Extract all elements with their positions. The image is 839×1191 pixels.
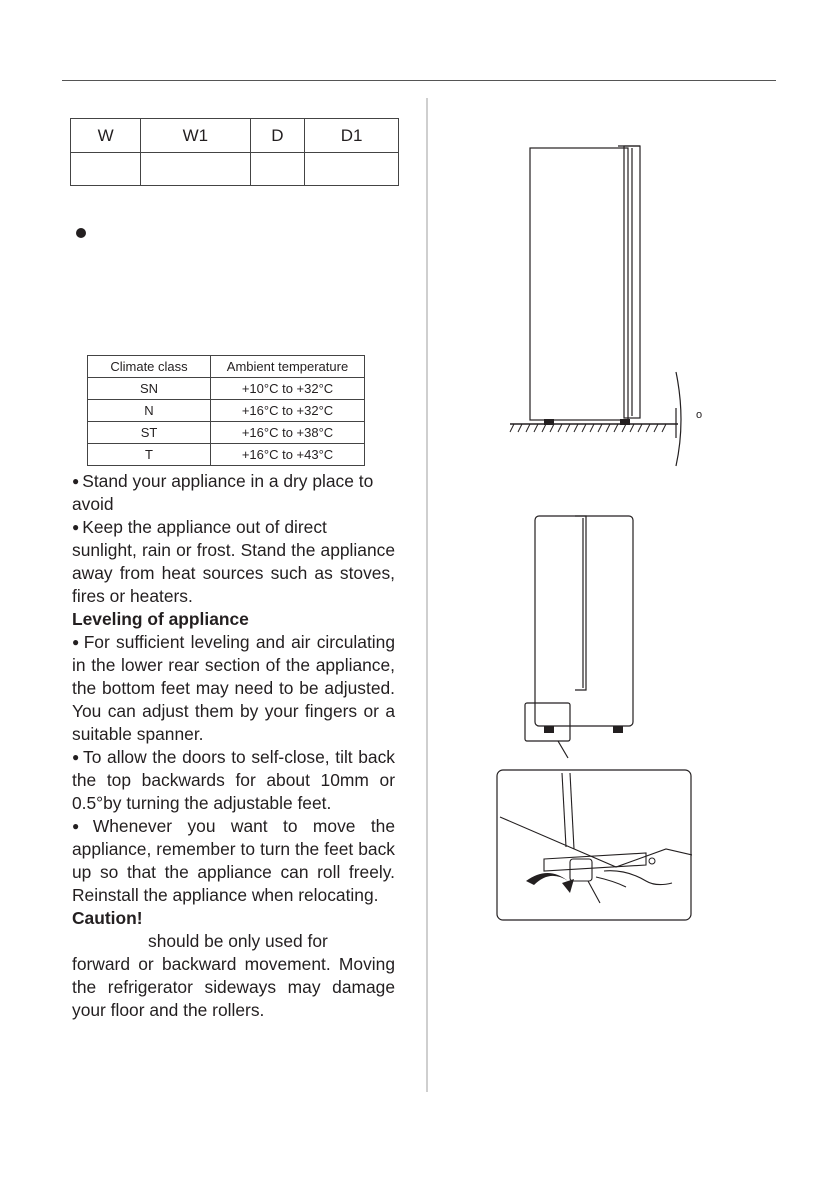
climate-header-temp: Ambient temperature [211, 356, 365, 378]
caution-heading: Caution! [72, 908, 143, 928]
leveling-paragraph: ● For sufficient leveling and air circulating in the lower rear section of the appliance, the bottom feet may need to be adjusted. You can adjust them by your fingers or a suitable spanner. [72, 632, 396, 744]
caution-paragraph: forward or backward movement. Moving the refrigerator sideways may damage your floor and the rollers. [72, 954, 395, 1020]
climate-temp-cell: +16°C to +32°C [211, 400, 365, 422]
dim-header-d1: D1 [305, 119, 399, 153]
foot-icon [544, 726, 554, 733]
fridge-side-view-figure [500, 140, 730, 475]
tilt-degree-mark: o [696, 409, 703, 421]
dim-value-d [250, 153, 305, 186]
dimensions-header-row [71, 119, 399, 153]
foot-icon [620, 419, 630, 425]
climate-class-table [87, 355, 365, 466]
self-close-paragraph: ● To allow the doors to self-close, tilt back the top backwards for about 10mm or 0.5°by turning the adjustable feet. [72, 747, 395, 813]
climate-class-cell: SN [88, 378, 211, 400]
table-row [88, 444, 365, 466]
sunlight-paragraph: sunlight, rain or frost. Stand the appliance away from heat sources such as stoves, fires or heaters. [72, 540, 395, 606]
climate-temp-cell: +16°C to +38°C [211, 422, 365, 444]
adjustable-foot-icon [570, 859, 592, 881]
bullet-icon: ● [72, 750, 81, 764]
column-divider [426, 98, 428, 1092]
climate-class-cell: N [88, 400, 211, 422]
foot-highlight-box [525, 703, 570, 741]
fridge-body [535, 516, 633, 726]
climate-temp-cell: +16°C to +43°C [211, 444, 365, 466]
instruction-text [72, 470, 395, 1022]
foot-adjustment-figure [496, 769, 692, 921]
table-row [88, 378, 365, 400]
foot-icon [544, 419, 554, 425]
caution-first-line: should be only used for [148, 931, 328, 951]
climate-header-row [88, 356, 365, 378]
dim-header-d: D [250, 119, 305, 153]
fridge-body [530, 148, 628, 420]
move-paragraph: ● Whenever you want to move the appliance, remember to turn the feet back up so that the appliance can roll freely. Reinstall the appliance when relocating. [72, 816, 395, 905]
climate-header-class: Climate class [88, 356, 211, 378]
leveling-heading: Leveling of appliance [72, 609, 249, 629]
dim-header-w1: W1 [141, 119, 250, 153]
sunlight-paragraph-first-line: ● Keep the appliance out of direct [72, 517, 327, 537]
dimensions-value-row [71, 153, 399, 186]
dim-value-w [71, 153, 141, 186]
bullet-icon: ● [72, 819, 90, 833]
fridge-front-view-figure [520, 512, 640, 762]
dim-value-w1 [141, 153, 250, 186]
table-row [88, 400, 365, 422]
rotate-arrow-icon [526, 873, 574, 893]
dim-value-d1 [305, 153, 399, 186]
climate-class-cell: T [88, 444, 211, 466]
dry-place-paragraph: ● Stand your appliance in a dry place to avoid [72, 471, 374, 514]
bullet-icon: ● [72, 520, 80, 534]
header-rule [62, 80, 776, 81]
climate-temp-cell: +10°C to +32°C [211, 378, 365, 400]
dim-header-w: W [71, 119, 141, 153]
dimensions-table [70, 118, 399, 186]
table-row [88, 422, 365, 444]
bullet-icon: ● [72, 635, 81, 649]
foot-icon [613, 726, 623, 733]
bullet-icon: ● [72, 474, 80, 488]
bullet-icon [76, 228, 86, 238]
climate-class-cell: ST [88, 422, 211, 444]
tilt-arc [676, 372, 681, 466]
